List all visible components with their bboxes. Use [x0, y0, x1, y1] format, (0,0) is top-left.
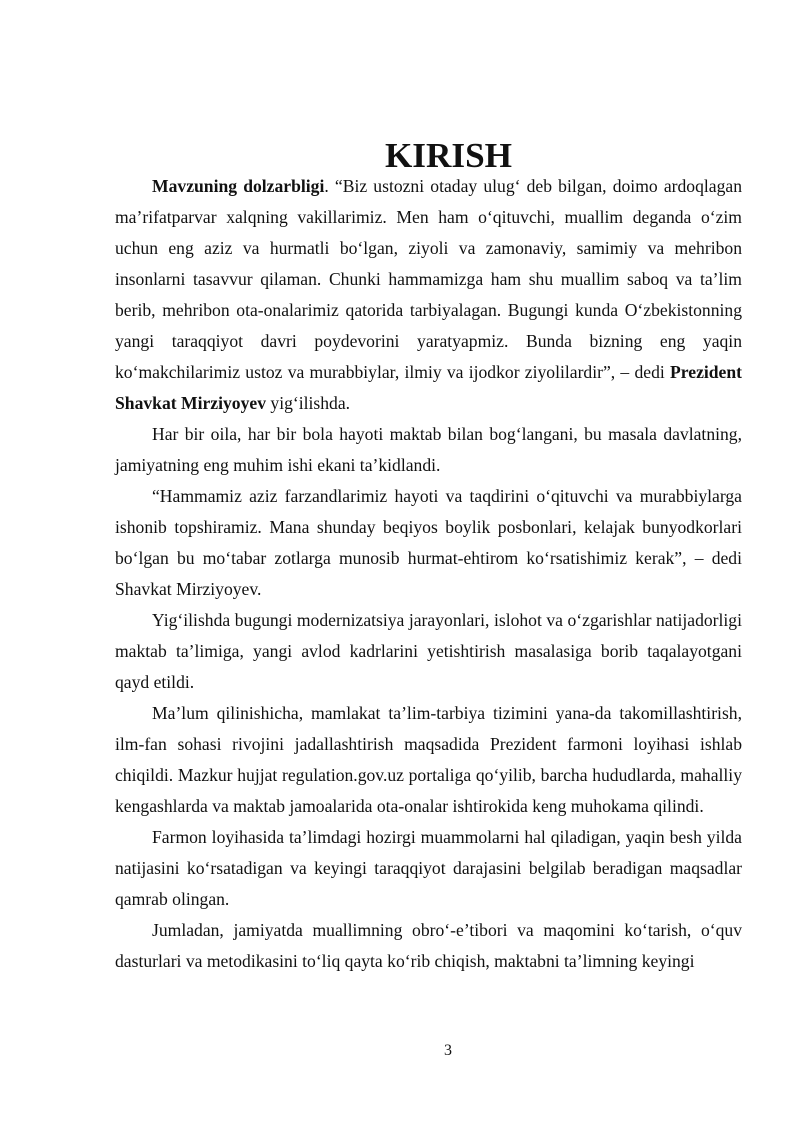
president-name: Prezident Shavkat Mirziyoyev — [115, 362, 742, 413]
relevance-end: yig‘ilishda. — [266, 393, 351, 413]
paragraph-family: Har bir oila, har bir bola hayoti maktab bilan bog‘langani, bu masala davlatning, jamiyatning eng muhim ishi ekani ta’kidlandi. — [115, 424, 742, 475]
relevance-lead: Mavzuning dolzarbligi — [152, 176, 325, 196]
page-title: KIRISH — [384, 136, 513, 175]
relevance-quote: . “Biz ustozni otaday ulug‘ deb bilgan, doimo ardoqlagan ma’rifatparvar xalqning vakillarimiz. Men ham o‘qituvchi, muallim deganda o‘zim uchun eng aziz va hurmatli bo‘lgan, ziyoli va zamonaviy, samimiy va mehribon insonlarni tasavvur qilaman. Chunki hammamizga ham shu muallim saboq va ta’lim berib, mehribon ota-onalarimiz qatorida tarbiyalagan. Bugungi kunda O‘zbekistonning yangi taraqqiyot davri poydevorini yaratyapmiz. Bunda bizning eng yaqin ko‘makchilarimiz ustoz va murabbiylar, ilmiy va ijodkor ziyolilardir”, – dedi — [115, 176, 742, 382]
paragraph-decree-goals: Farmon loyihasida ta’limdagi hozirgi muammolarni hal qiladigan, yaqin besh yilda natijasini ko‘rsatadigan va keyingi taraqqiyot darajasini belgilab beradigan maqsadlar qamrab olingan. — [115, 827, 742, 909]
document-page — [115, 136, 742, 977]
page-number: 3 — [444, 1042, 452, 1059]
paragraph-decree-draft: Ma’lum qilinishicha, mamlakat ta’lim-tarbiya tizimini yana-da takomillashtirish, ilm-fan sohasi rivojini jadallashtirish maqsadida Prezident farmoni loyihasi ishlab chiqildi. Mazkur hujjat regulation.gov.uz portaliga qo‘yilib, barcha hududlarda, mahalliy kengashlarda va maktab jamoalarida ota-onalar ishtirokida keng muhokama qilindi. — [115, 703, 742, 816]
paragraph-teacher-status: Jumladan, jamiyatda muallimning obro‘-e’tibori va maqomini ko‘tarish, o‘quv dasturlari va metodikasini to‘liq qayta ko‘rib chiqish, maktabni ta’limning keyingi — [115, 920, 742, 971]
paragraph-quote-children: “Hammamiz aziz farzandlarimiz hayoti va taqdirini o‘qituvchi va murabbiylarga ishonib topshiramiz. Mana shunday beqiyos boylik posbonlari, kelajak bunyodkorlari bo‘lgan bu mo‘tabar zotlarga munosib hurmat-ehtirom ko‘rsatishimiz kerak”, – dedi Shavkat Mirziyoyev. — [115, 486, 742, 599]
paragraph-relevance — [115, 171, 742, 419]
paragraph-modernization: Yig‘ilishda bugungi modernizatsiya jarayonlari, islohot va o‘zgarishlar natijadorligi maktab ta’limiga, yangi avlod kadrlarini yetishtirish masalasiga borib taqalayotgani qayd etildi. — [115, 610, 742, 692]
